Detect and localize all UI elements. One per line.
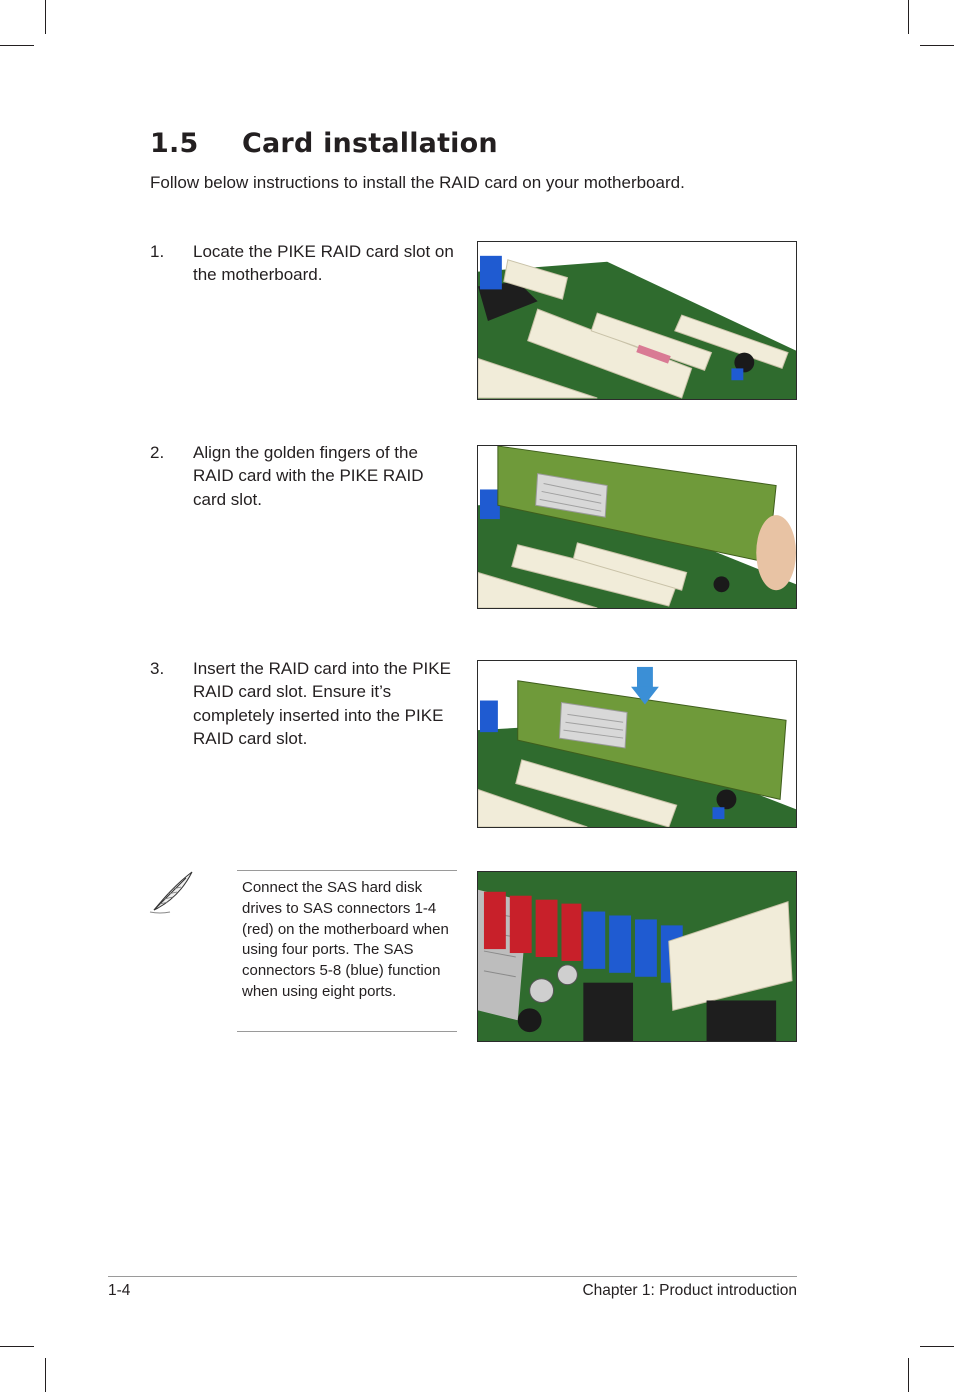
feather-quill-icon [146,866,198,918]
step-text: Insert the RAID card into the PIKE RAID card slot. Ensure it’s completely inserted into the PIKE RAID card slot. [193,659,451,748]
note-box [237,870,457,1032]
note-text: Connect the SAS hard disk drives to SAS connectors 1-4 (red) on the motherboard when using four ports. The SAS connectors 5-8 (blue) function when using eight ports. [242,879,449,1000]
crop-mark [920,1346,954,1347]
section-title-text: Card installation [242,128,498,159]
crop-mark [920,45,954,46]
step-number: 2. [150,443,165,462]
crop-mark [908,0,909,34]
step-text: Align the golden fingers of the RAID card with the PIKE RAID card slot. [193,443,424,509]
section-number: 1.5 [150,128,199,159]
photo-pike-slot [477,241,797,400]
crop-mark [45,1358,46,1392]
footer-rule [108,1276,797,1277]
crop-mark [908,1358,909,1392]
photo-sas-connectors [477,871,797,1042]
crop-mark [0,1346,34,1347]
step-number: 3. [150,659,165,678]
photo-insert-card [477,660,797,828]
step-text: Locate the PIKE RAID card slot on the motherboard. [193,242,454,285]
crop-mark [0,45,34,46]
intro-text: Follow below instructions to install the RAID card on your motherboard. [150,173,685,192]
photo-align-card [477,445,797,609]
crop-mark [45,0,46,34]
page-number: 1-4 [108,1282,131,1299]
step-number: 1. [150,242,165,261]
section-title [150,124,498,164]
chapter-title: Chapter 1: Product introduction [582,1282,797,1299]
